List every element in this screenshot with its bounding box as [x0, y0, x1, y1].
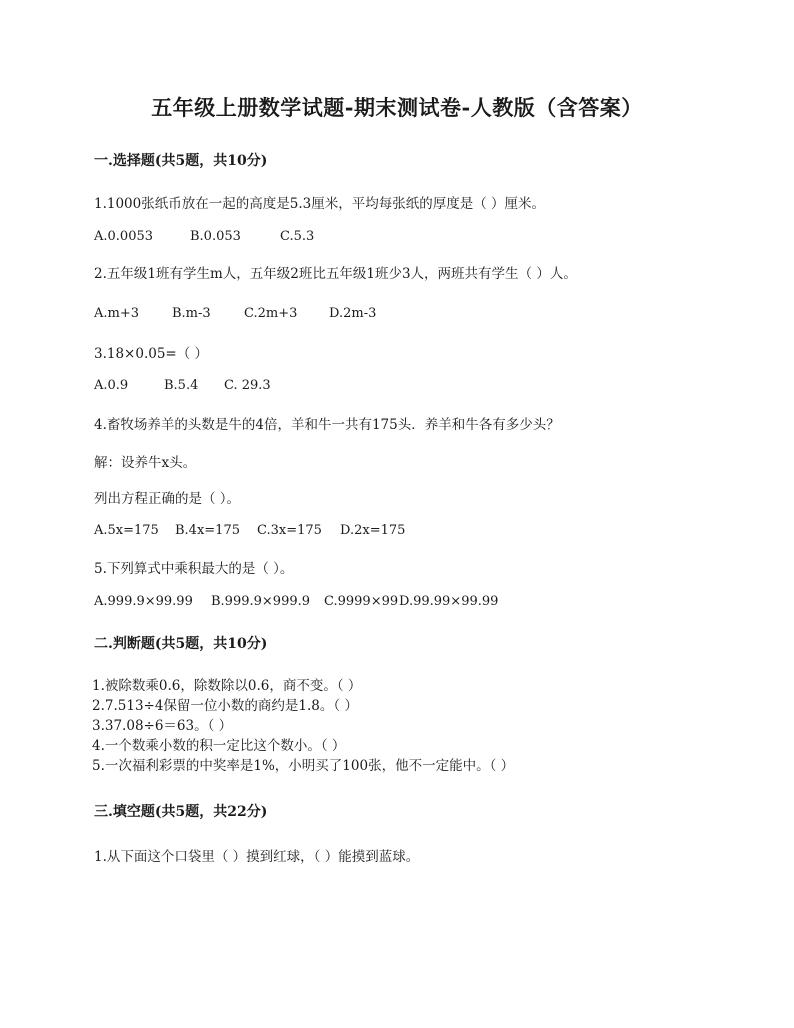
option-a: A.5x=175 — [94, 523, 159, 538]
judge-item: 1.被除数乘0.6，除数除以0.6，商不变。（ ） — [92, 678, 362, 694]
question-5: 5.下列算式中乘积最大的是（ ）。 — [94, 561, 294, 577]
judge-item: 4.一个数乘小数的积一定比这个数小。（ ） — [92, 738, 346, 754]
section-heading-judge: 二.判断题(共5题，共10分) — [94, 636, 268, 652]
option-a: A.0.9 — [94, 378, 129, 393]
option-c: C.5.3 — [280, 229, 315, 244]
option-b: B.5.4 — [164, 378, 199, 393]
judge-item: 5.一次福利彩票的中奖率是1%，小明买了100张，他不一定能中。（ ） — [92, 758, 515, 774]
question-5-options — [94, 594, 498, 609]
option-b: B.999.9×999.9 — [211, 594, 311, 609]
question-4: 4.畜牧场养羊的头数是牛的4倍，羊和牛一共有175头．养羊和牛各有多少头？ — [94, 417, 560, 433]
question-4-prompt: 列出方程正确的是（ ）。 — [94, 491, 241, 507]
judge-item: 3.37.08÷6＝63。（ ） — [92, 718, 233, 734]
page-title: 五年级上册数学试题-期末测试卷-人教版（含答案） — [151, 95, 643, 120]
option-b: B.m-3 — [172, 306, 211, 321]
option-a: A.m+3 — [94, 306, 140, 321]
option-c: C.3x=175 — [257, 523, 322, 538]
question-4-options — [94, 523, 405, 538]
section-heading-fill: 三.填空题(共5题，共22分) — [94, 804, 268, 820]
option-b: B.0.053 — [190, 229, 241, 244]
question-4-solution: 解：设养牛x头。 — [94, 455, 197, 471]
question-3-options — [94, 378, 271, 393]
option-d: D.2x=175 — [340, 523, 406, 538]
question-2-options — [94, 306, 376, 321]
option-c: C.9999×99 — [324, 594, 399, 609]
question-1-options — [94, 229, 314, 244]
fill-question-1: 1.从下面这个口袋里（ ）摸到红球，（ ）能摸到蓝球。 — [94, 849, 420, 865]
option-a: A.999.9×99.99 — [94, 594, 193, 609]
option-c: C. 29.3 — [224, 378, 271, 393]
option-d: D.2m-3 — [329, 306, 377, 321]
section-heading-choice: 一.选择题(共5题，共10分) — [94, 153, 268, 169]
judge-item: 2.7.513÷4保留一位小数的商约是1.8。（ ） — [92, 698, 358, 714]
option-d: D.99.99×99.99 — [399, 594, 499, 609]
question-3: 3.18×0.05=（ ） — [94, 346, 209, 362]
option-a: A.0.0053 — [94, 229, 154, 244]
option-c: C.2m+3 — [244, 306, 298, 321]
question-2: 2.五年级1班有学生m人，五年级2班比五年级1班少3人，两班共有学生（ ）人。 — [94, 266, 577, 282]
option-b: B.4x=175 — [175, 523, 240, 538]
question-1: 1.1000张纸币放在一起的高度是5.3厘米，平均每张纸的厚度是（ ）厘米。 — [94, 196, 545, 212]
